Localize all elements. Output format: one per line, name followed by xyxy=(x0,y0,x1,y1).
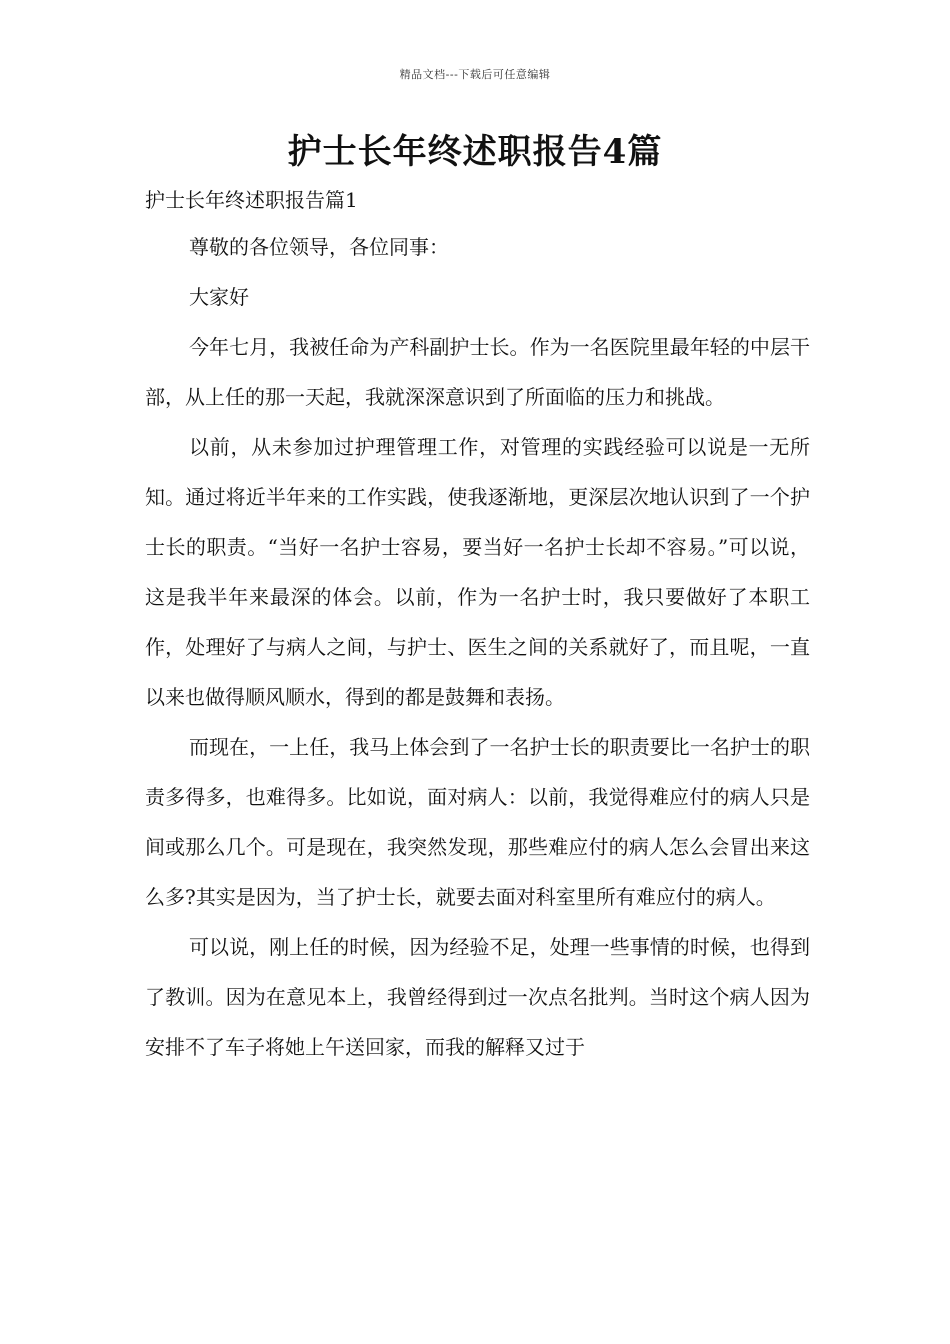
salutation-paragraph: 尊敬的各位领导，各位同事： xyxy=(189,235,449,259)
section-heading: 护士长年终述职报告篇1 xyxy=(145,188,358,212)
document-body xyxy=(145,178,810,1072)
header-note: 精品文档---下载后可任意编辑 xyxy=(399,68,551,81)
document-title: 护士长年终述职报告4篇 xyxy=(287,132,663,172)
greeting-paragraph: 大家好 xyxy=(189,285,249,309)
body-paragraph: 今年七月，我被任命为产科副护士长。作为一名医院里最年轻的中层干部，从上任的那一天起，我就深深意识到了所面临的压力和挑战。 xyxy=(145,335,810,409)
body-paragraph: 可以说，刚上任的时候，因为经验不足，处理一些事情的时候，也得到了教训。因为在意见本上，我曾经得到过一次点名批判。当时这个病人因为安排不了车子将她上午送回家，而我的解释又过于 xyxy=(145,935,810,1059)
body-paragraph: 以前，从未参加过护理管理工作，对管理的实践经验可以说是一无所知。通过将近半年来的工作实践，使我逐渐地，更深层次地认识到了一个护士长的职责。“当好一名护士容易，要当好一名护士长却不容易。”可以说，这是我半年来最深的体会。以前，作为一名护士时，我只要做好了本职工作，处理好了与病人之间，与护士、医生之间的关系就好了，而且呢，一直以来也做得顺风顺水，得到的都是鼓舞和表扬。 xyxy=(145,435,810,709)
body-paragraph: 而现在，一上任，我马上体会到了一名护士长的职责要比一名护士的职责多得多，也难得多。比如说，面对病人：以前，我觉得难应付的病人只是间或那么几个。可是现在，我突然发现，那些难应付的病人怎么会冒出来这么多?其实是因为，当了护士长，就要去面对科室里所有难应付的病人。 xyxy=(145,735,810,909)
